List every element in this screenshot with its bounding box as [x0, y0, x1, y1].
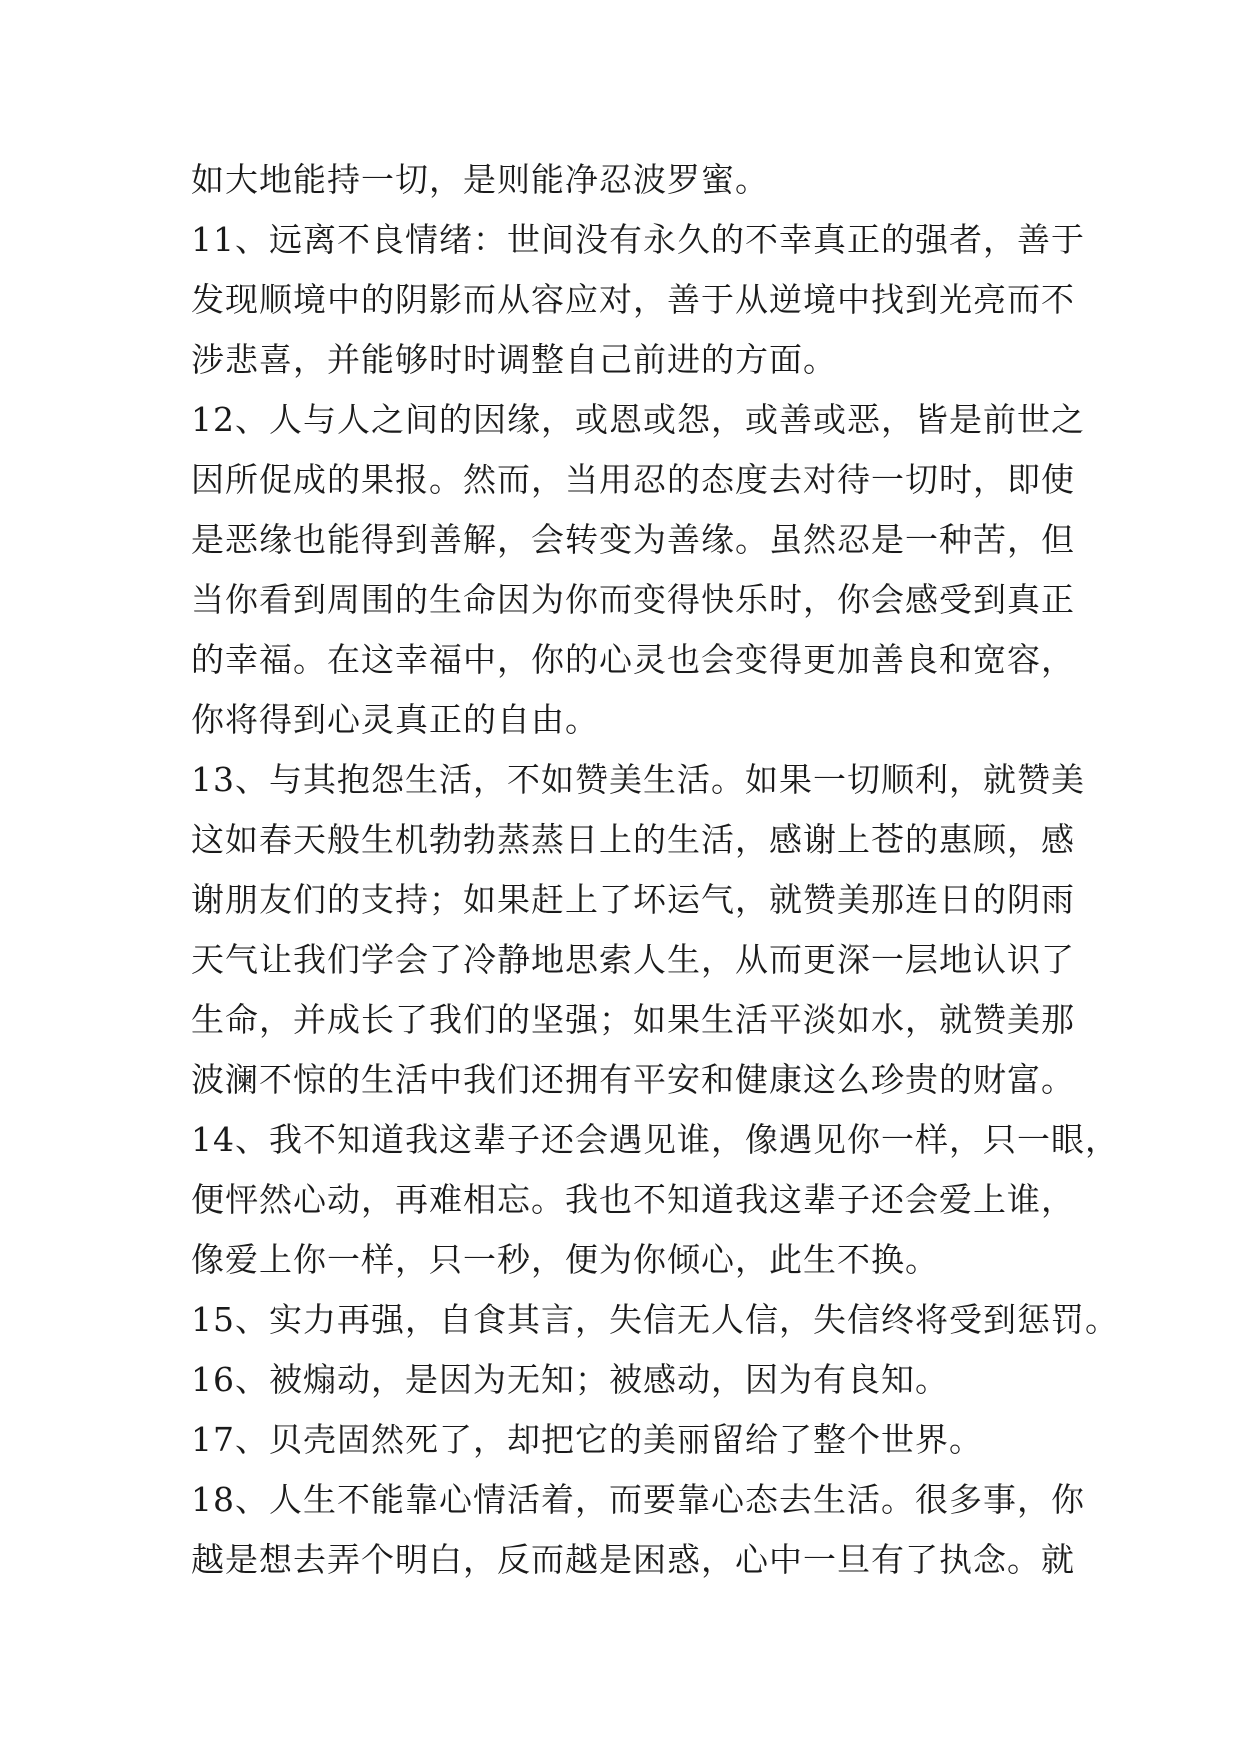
text-line: 波澜不惊的生活中我们还拥有平安和健康这么珍贵的财富。 — [191, 1060, 1075, 1099]
text-line: 像爱上你一样，只一秒，便为你倾心，此生不换。 — [191, 1240, 939, 1279]
text-line: 这如春天般生机勃勃蒸蒸日上的生活，感谢上苍的惠顾，感 — [191, 820, 1075, 859]
text-line: 17、贝壳固然死了，却把它的美丽留给了整个世界。 — [191, 1420, 983, 1459]
text-line: 越是想去弄个明白，反而越是困惑，心中一旦有了执念。就 — [191, 1540, 1075, 1579]
text-line: 13、与其抱怨生活，不如赞美生活。如果一切顺利，就赞美 — [191, 760, 1085, 799]
text-line: 11、远离不良情绪：世间没有永久的不幸真正的强者，善于 — [191, 220, 1085, 259]
text-line: 12、人与人之间的因缘，或恩或怨，或善或恶，皆是前世之 — [191, 400, 1085, 439]
text-line: 是恶缘也能得到善解，会转变为善缘。虽然忍是一种苦，但 — [191, 520, 1075, 559]
body-text — [191, 150, 1119, 1590]
text-line: 的幸福。在这幸福中，你的心灵也会变得更加善良和宽容， — [191, 640, 1075, 679]
text-line: 15、实力再强，自食其言，失信无人信，失信终将受到惩罚。 — [191, 1300, 1119, 1339]
text-line: 谢朋友们的支持；如果赶上了坏运气，就赞美那连日的阴雨 — [191, 880, 1075, 919]
text-line: 你将得到心灵真正的自由。 — [191, 700, 599, 739]
text-line: 当你看到周围的生命因为你而变得快乐时，你会感受到真正 — [191, 580, 1075, 619]
text-line: 16、被煽动，是因为无知；被感动，因为有良知。 — [191, 1360, 949, 1399]
text-line: 发现顺境中的阴影而从容应对，善于从逆境中找到光亮而不 — [191, 280, 1075, 319]
text-line: 生命，并成长了我们的坚强；如果生活平淡如水，就赞美那 — [191, 1000, 1075, 1039]
text-line: 涉悲喜，并能够时时调整自己前进的方面。 — [191, 340, 837, 379]
text-line: 14、我不知道我这辈子还会遇见谁，像遇见你一样，只一眼， — [191, 1120, 1119, 1159]
text-line: 天气让我们学会了冷静地思索人生，从而更深一层地认识了 — [191, 940, 1075, 979]
text-line: 如大地能持一切，是则能净忍波罗蜜。 — [191, 160, 769, 199]
text-line: 18、人生不能靠心情活着，而要靠心态去生活。很多事，你 — [191, 1480, 1085, 1519]
text-line: 便怦然心动，再难相忘。我也不知道我这辈子还会爱上谁， — [191, 1180, 1075, 1219]
text-line: 因所促成的果报。然而，当用忍的态度去对待一切时，即使 — [191, 460, 1075, 499]
